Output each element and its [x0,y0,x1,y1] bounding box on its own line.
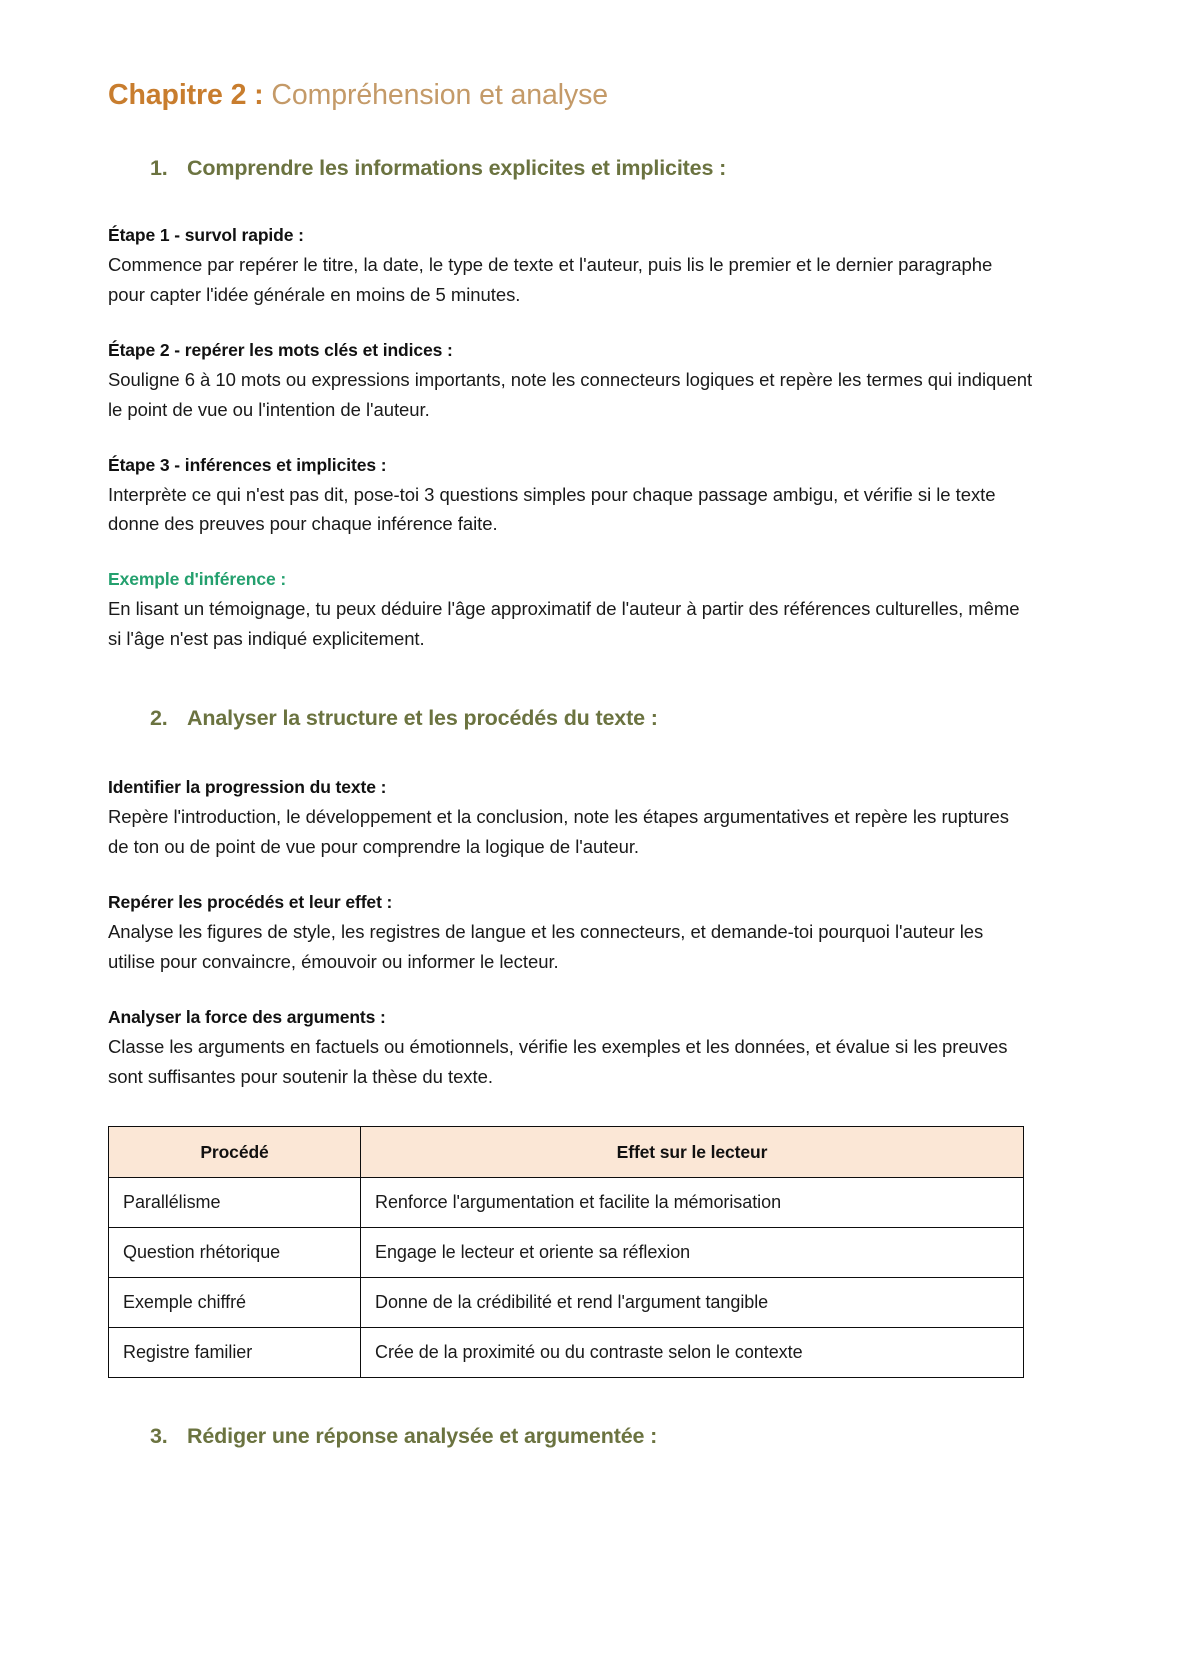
table-cell-effet: Crée de la proximité ou du contraste selon le contexte [361,1328,1024,1378]
block-body: Interprète ce qui n'est pas dit, pose-toi 3 questions simples pour chaque passage ambigu, et vérifie si le texte donne des preuves pour chaque inférence faite. [108,483,996,535]
table-cell-effet: Renforce l'argumentation et facilite la mémorisation [361,1178,1024,1228]
chapter-title-text: Compréhension et analyse [263,79,609,111]
block-etape-2 [108,340,1092,425]
table-cell-procede: Question rhétorique [109,1228,361,1278]
block-title: Identifier la progression du texte : [108,777,387,798]
block-body: Classe les arguments en factuels ou émotionnels, vérifie les exemples et les données, et évalue si les preuves sont suffisantes pour soutenir la thèse du texte. [108,1036,1008,1088]
block-etape-1 [108,225,1092,310]
section-number-1: 1. [150,155,168,180]
block-body: Souligne 6 à 10 mots ou expressions importants, note les connecteurs logiques et repère les termes qui indiquent le point de vue ou l'intention de l'auteur. [108,368,1033,420]
block-force-arguments [108,1007,1092,1092]
block-title: Étape 3 - inférences et implicites : [108,454,387,475]
table-header-cell-procede: Procédé [109,1127,361,1178]
block-title: Étape 2 - repérer les mots clés et indices : [108,339,453,360]
table-cell-procede: Registre familier [109,1328,361,1378]
block-title: Étape 1 - survol rapide : [108,224,304,245]
section-number-2: 2. [150,706,168,731]
chapter-label: Chapitre 2 : [108,79,264,111]
table-row [109,1328,1024,1378]
table-row [109,1178,1024,1228]
table-row [109,1228,1024,1278]
block-body: Repère l'introduction, le développement et la conclusion, note les étapes argumentatives et repère les ruptures de ton ou de point de vue pour comprendre la logique de l'auteur. [108,806,1009,858]
block-procedes-effet [108,892,1092,977]
table-cell-procede: Exemple chiffré [109,1278,361,1328]
section-title-2: Analyser la structure et les procédés du texte : [187,706,658,731]
section-heading-1 [108,156,1092,181]
block-body: Analyse les figures de style, les registres de langue et les connecteurs, et demande-toi pourquoi l'auteur les utilise pour convaincre, émouvoir ou informer le lecteur. [108,921,984,973]
procedes-table [108,1126,1024,1378]
table-header-row [109,1127,1024,1178]
section-heading-3 [108,1424,1092,1449]
page-title [108,78,1092,114]
block-title: Repérer les procédés et leur effet : [108,892,393,913]
section-number-3: 3. [150,1424,168,1449]
block-etape-3 [108,455,1092,540]
block-exemple-inference [108,569,1092,654]
block-title: Analyser la force des arguments : [108,1007,386,1028]
table-header-cell-effet: Effet sur le lecteur [361,1127,1024,1178]
block-body: Commence par repérer le titre, la date, le type de texte et l'auteur, puis lis le premier et le dernier paragraphe pour capter l'idée générale en moins de 5 minutes. [108,253,993,305]
section-title-3: Rédiger une réponse analysée et argumentée : [187,1424,658,1449]
section-heading-2 [108,706,1092,731]
block-body: En lisant un témoignage, tu peux déduire l'âge approximatif de l'auteur à partir des références culturelles, même si l'âge n'est pas indiqué explicitement. [108,598,1020,650]
block-title-highlight: Exemple d'inférence : [108,569,287,590]
table-row [109,1278,1024,1328]
section-title-1: Comprendre les informations explicites et implicites : [187,155,727,180]
block-progression [108,777,1092,862]
table-cell-effet: Donne de la crédibilité et rend l'argument tangible [361,1278,1024,1328]
table-cell-effet: Engage le lecteur et oriente sa réflexion [361,1228,1024,1278]
table-cell-procede: Parallélisme [109,1178,361,1228]
